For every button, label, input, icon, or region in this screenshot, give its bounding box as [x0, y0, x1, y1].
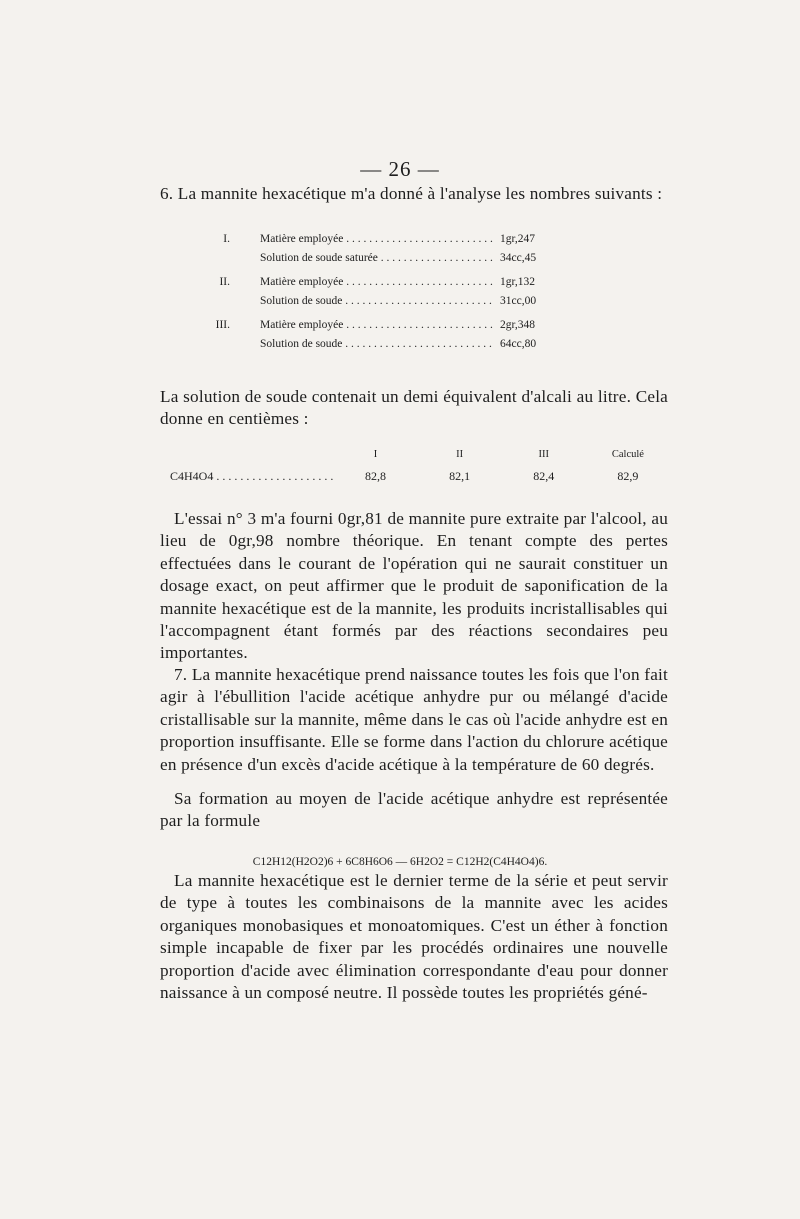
- measurement-label: Solution de soude saturée . . .: [260, 249, 494, 268]
- measurement-number: I.: [223, 233, 230, 245]
- measurement-value: 1gr,132: [494, 273, 570, 292]
- table-cell: 82,8: [364, 469, 386, 483]
- measurement-row: [190, 273, 570, 292]
- measurement-row: [190, 292, 570, 311]
- page-number: — 26 —: [360, 157, 440, 181]
- column-header: Calculé: [611, 449, 644, 460]
- measurements-list: [190, 230, 570, 354]
- chemical-formula: C12H12(H2O2)6 + 6C8H6O6 — 6H2O2 = C12H2(C4H4O4)6.: [252, 856, 548, 868]
- paragraph-conclusion: [160, 870, 668, 1004]
- measurement-value: 64cc,80: [494, 335, 570, 354]
- centiemes-table: [170, 449, 670, 484]
- measurement-label: Solution de soude . . .: [260, 335, 494, 354]
- paragraph-6-intro: 6. La mannite hexacétique m'a donné à l'analyse les nombres suivants :: [160, 184, 663, 203]
- measurement-label: Matière employée . . .: [260, 316, 494, 335]
- centiemes-header: [170, 449, 670, 469]
- measurement-value: 31cc,00: [494, 292, 570, 311]
- compound-formula: C4H4O4: [170, 469, 214, 483]
- measurement-row: [190, 230, 570, 249]
- measurement-label: Solution de soude . . .: [260, 292, 494, 311]
- measurement-label: Matière employée . . .: [260, 230, 494, 249]
- column-header: I: [373, 449, 378, 460]
- column-header: III: [538, 449, 549, 460]
- paragraph-essai-text: L'essai n° 3 m'a fourni 0gr,81 de mannite pure extraite par l'alcool, au lieu de 0gr,98 nombre théorique. En tenant compte des pertes effectuées dans le courant de l'opération qui ne saurait constituer un dosage exact, on peut affirmer que le produit de saponification de la mannite hexacétique est de la mannite, les produits incristallisables qui l'accompagnent étant formés par des réactions secondaires peu importantes.: [160, 509, 668, 663]
- paragraph-conclusion-text: La mannite hexacétique est le dernier terme de la série et peut servir de type à toutes les combinaisons de la mannite avec les acides organiques monobasiques et monoatomiques. C'est un éther à fonction simple incapable de fixer par les procédés ordinaires une nouvelle proportion d'acide avec élimination correspondante d'eau pour donner naissance à un composé neutre. Il possède toutes les propriétés géné-: [160, 871, 668, 1003]
- measurement-number: II.: [219, 276, 230, 289]
- measurement-row: [190, 316, 570, 335]
- measurement-number: III.: [215, 319, 230, 332]
- paragraph-formation-text: Sa formation au moyen de l'acide acétique anhydre est représentée par la formule: [160, 789, 668, 831]
- column-header: II: [456, 449, 464, 460]
- measurement-row: [190, 249, 570, 268]
- centiemes-row: [170, 469, 670, 484]
- table-cell: 82,4: [533, 469, 555, 483]
- measurement-value: 2gr,348: [494, 316, 570, 335]
- table-cell: 82,9: [617, 469, 639, 483]
- paragraph-7-text: 7. La mannite hexacétique prend naissance toutes les fois que l'on fait agir à l'ébullition l'acide acétique anhydre pur ou mélangé d'acide cristallisable sur la mannite, même dans le cas où l'acide anhydre est en proportion insuffisante. Elle se forme dans l'action du chlorure acétique en présence d'un excès d'acide acétique à la température de 60 degrés.: [160, 665, 668, 774]
- measurement-label: Matière employée . . .: [260, 273, 494, 292]
- measurement-value: 1gr,247: [494, 230, 570, 249]
- paragraph-7: [160, 664, 668, 776]
- solution-note: La solution de soude contenait un demi équivalent d'alcali au litre. Cela donne en centièmes :: [160, 387, 668, 429]
- measurement-row: [190, 335, 570, 354]
- table-cell: 82,1: [449, 469, 471, 483]
- paragraph-essai: [160, 508, 668, 665]
- measurement-value: 34cc,45: [494, 249, 570, 268]
- paragraph-formation: [160, 788, 668, 833]
